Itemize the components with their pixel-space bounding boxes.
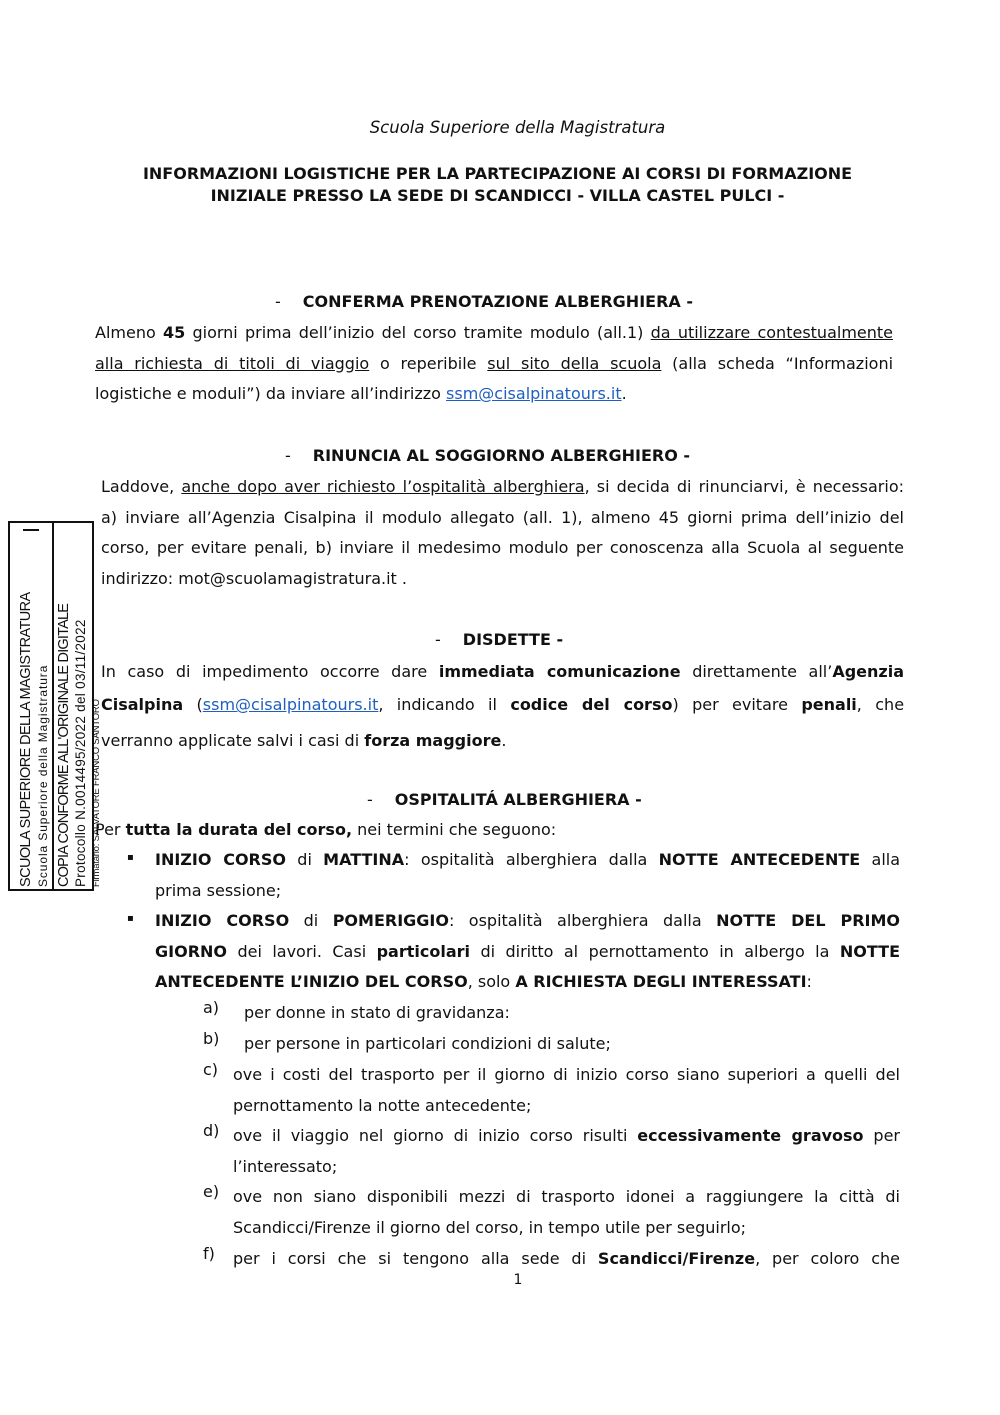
bullet-inizio-pomeriggio: INIZIO CORSO di POMERIGGIO: ospitalità alberghiera dalla NOTTE DEL PRIMO GIORNO dei lavori. Casi particolari di diritto al pernottamento in albergo la NOTTE ANTECEDENTE L’INIZIO DEL CORSO, solo A RICHIESTA DEGLI INTERESSATI: (155, 911, 901, 991)
paragraph-rinuncia (101, 472, 904, 594)
item-a: per donne in stato di gravidanza: (244, 1003, 510, 1022)
stamp-tick (23, 529, 39, 531)
paragraph-conferma (95, 318, 893, 410)
item-d: ove il viaggio nel giorno di inizio corso risulti eccessivamente gravoso per l’interessato; (233, 1126, 901, 1176)
stamp-line-4: Protocollo N.0014495/2022 del 03/11/2022 (73, 619, 88, 887)
stamp-line-5: Firmatario: SALVATORE FRANCO SANTORO (91, 699, 102, 887)
email-link-cisalpina[interactable]: ssm@cisalpinatours.it (446, 384, 622, 403)
item-letter-f: f) (203, 1244, 215, 1263)
conferma-line-3: logistiche e moduli”) da inviare all’indirizzo ssm@cisalpinatours.it. (95, 384, 627, 403)
title-line-1: INFORMAZIONI LOGISTICHE PER LA PARTECIPAZIONE AI CORSI DI FORMAZIONE (142, 164, 853, 183)
item-b: per persone in particolari condizioni di salute; (244, 1034, 611, 1053)
item-letter-a: a) (203, 998, 220, 1017)
disdette-line-1: In caso di impedimento occorre dare immediata comunicazione direttamente all’Agenzia (101, 662, 904, 681)
stamp-line-2: Scuola Superiore della Magistratura (36, 664, 50, 887)
section-heading-disdette: - DISDETTE - (435, 630, 564, 649)
disdette-line-2: Cisalpina (ssm@cisalpinatours.it, indicando il codice del corso) per evitare penali, che (101, 695, 905, 714)
page-number: 1 (513, 1272, 523, 1288)
section-heading-ospitalita: - OSPITALITÁ ALBERGHIERA - (367, 790, 642, 809)
school-name: Scuola Superiore della Magistratura (369, 118, 666, 137)
item-letter-e: e) (203, 1182, 220, 1201)
document-title (95, 163, 900, 207)
item-letter-b: b) (203, 1029, 220, 1048)
item-letter-d: d) (203, 1121, 220, 1140)
item-e: ove non siano disponibili mezzi di trasporto idonei a raggiungere la città di Scandicci/Firenze il giorno del corso, in tempo utile per seguirlo; (233, 1187, 900, 1237)
rinuncia-line-2: a) inviare all’Agenzia Cisalpina il modulo allegato (all. 1), almeno 45 giorni prima dell’inizio del (101, 507, 904, 527)
bullet-marker: ▪ (127, 852, 134, 863)
rinuncia-line-4: indirizzo: mot@scuolamagistratura.it . (101, 568, 407, 588)
item-letter-c: c) (203, 1060, 219, 1079)
disdette-line-3: verranno applicate salvi i casi di forza maggiore. (101, 731, 507, 750)
protocol-stamp (8, 521, 102, 891)
stamp-divider (52, 523, 54, 889)
item-f: per i corsi che si tengono alla sede di Scandicci/Firenze, per coloro che (233, 1249, 901, 1268)
rinuncia-line-3: corso, per evitare penali, b) inviare il medesimo modulo per conoscenza alla Scuola al seguente (101, 538, 904, 557)
ospitalita-intro: Per tutta la durata del corso, nei termini che seguono: (95, 820, 557, 839)
paragraph-disdette (101, 655, 904, 757)
bullet-inizio-mattina: INIZIO CORSO di MATTINA: ospitalità alberghiera dalla NOTTE ANTECEDENTE alla prima sessione; (155, 850, 901, 900)
bullet-marker: ▪ (127, 913, 134, 924)
title-line-2: INIZIALE PRESSO LA SEDE DI SCANDICCI - VILLA CASTEL PULCI - (210, 186, 785, 205)
email-link-cisalpina-2[interactable]: ssm@cisalpinatours.it (202, 695, 379, 714)
section-heading-conferma: - CONFERMA PRENOTAZIONE ALBERGHIERA - (275, 292, 693, 311)
section-heading-rinuncia: - RINUNCIA AL SOGGIORNO ALBERGHIERO - (285, 446, 691, 465)
conferma-line-2: alla richiesta di titoli di viaggio o reperibile sul sito della scuola (alla scheda “Informazioni (95, 353, 894, 373)
stamp-line-3: COPIA CONFORME ALL'ORIGINALE DIGITALE (56, 603, 72, 887)
conferma-line-1: Almeno 45 giorni prima dell’inizio del corso tramite modulo (all.1) da utilizzare contestualmente (95, 323, 893, 342)
item-c: ove i costi del trasporto per il giorno di inizio corso siano superiori a quelli del pernottamento la notte antecedente; (233, 1065, 900, 1115)
stamp-line-1: SCUOLA SUPERIORE DELLA MAGISTRATURA (18, 592, 34, 887)
rinuncia-line-1: Laddove, anche dopo aver richiesto l’ospitalità alberghiera, si decida di rinunciarvi, è necessario: (101, 477, 905, 496)
